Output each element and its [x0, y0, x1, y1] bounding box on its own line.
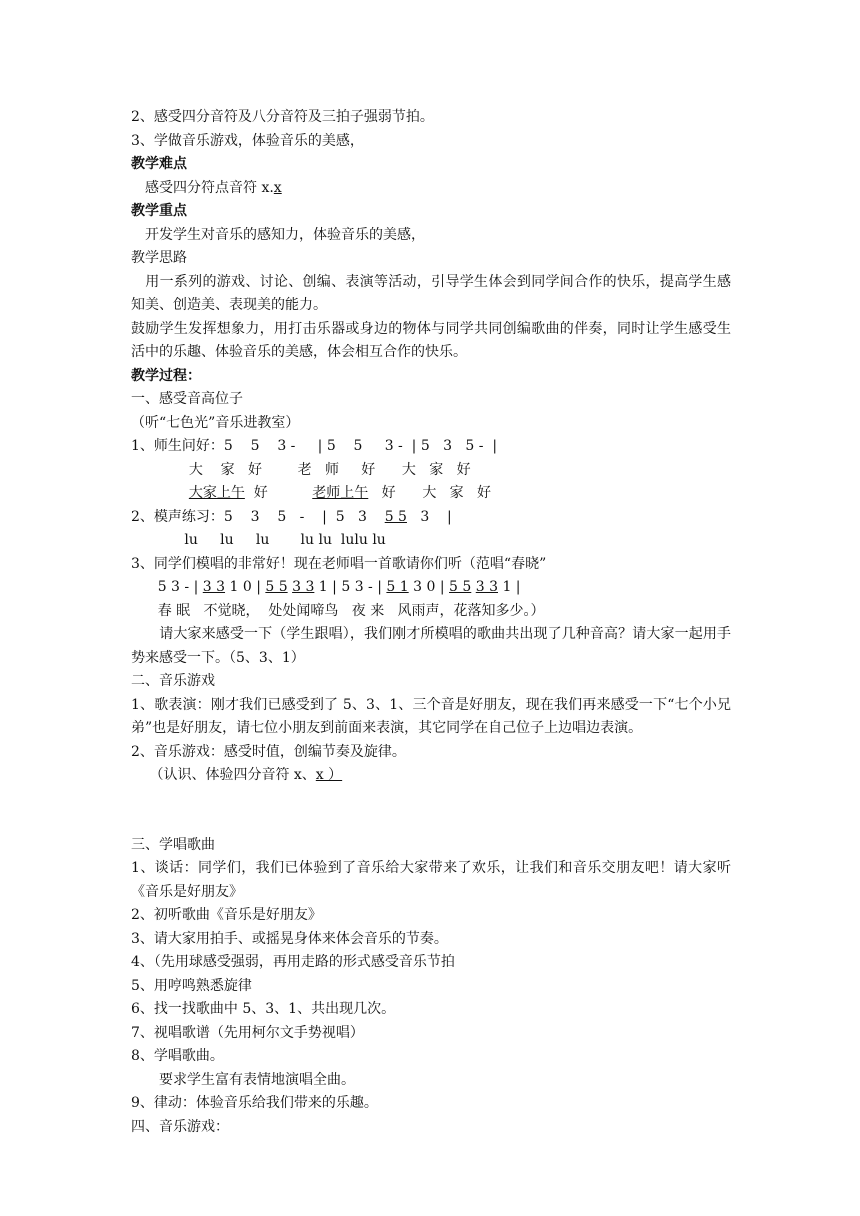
section-heading-focus: 教学重点 [131, 203, 187, 219]
lyrics-line: 大 家 好 老 师 好 大 家 好 [131, 461, 471, 478]
text-line: 开发学生对音乐的感知力，体验音乐的美感， [131, 226, 425, 243]
section-heading-approach: 教学思路 [131, 250, 187, 266]
text-line: （听“七色光”音乐进教室） [131, 414, 300, 431]
lesson-plan-body [131, 106, 731, 1139]
paragraph: 鼓励学生发挥想象力，用打击乐器或身边的物体与同学共同创编歌曲的伴奏，同时让学生感受生活中的乐趣、体验音乐的美感，体会相互合作的快乐。 [131, 320, 731, 360]
text-line: 3、学做音乐游戏，体验音乐的美感， [131, 132, 364, 149]
lyrics-line: lu lu lu lu lu lulu lu [131, 532, 386, 548]
paragraph: 请大家来感受一下（学生跟唱），我们刚才所模唱的歌曲共出现了几种音高？请大家一起用手势来感受一下。（5、3、1） [131, 626, 731, 666]
notation-line: 5 3 - | 3 3 1 0 | 5 5 3 3 1 | 5 3 - | 5 1 3 0 | 5 5 3 3 1 | [131, 579, 521, 595]
notation-line: 1、师生问好：5 5 3 - | 5 5 3 - | 5 3 5 - | [131, 438, 498, 454]
text-line: 要求学生富有表情地演唱全曲。 [131, 1071, 355, 1088]
text-line: 3、同学们模唱的非常好！现在老师唱一首歌请你们听（范唱“春晓” [131, 555, 547, 572]
lyrics-line: 春 眠 不觉晓， 处处闻啼鸟 夜 来 风雨声，花落知多少。） [131, 602, 545, 619]
text-line: 3、请大家用拍手、或摇晃身体来体会音乐的节奏。 [131, 930, 448, 947]
paragraph: 1、歌表演：刚才我们已感受到了 5、3、1、三个音是好朋友，现在我们再来感受一下“七个小兄弟”也是好朋友，请七位小朋友到前面来表演，其它同学在自己位子上边唱边表演。 [131, 696, 731, 736]
subsection-heading: 四、音乐游戏： [131, 1118, 229, 1135]
subsection-heading: 一、感受音高位子 [131, 391, 243, 407]
lyrics-line: 大家上午 好 老师上午 好 大 家 好 [188, 485, 492, 501]
subsection-heading: 三、学唱歌曲 [131, 836, 215, 853]
text-line: 2、音乐游戏：感受时值，创编节奏及旋律。 [131, 743, 406, 760]
text-line: 4、（先用球感受强弱，再用走路的形式感受音乐节拍 [131, 954, 455, 970]
text-line: 9、律动：体验音乐给我们带来的乐趣。 [131, 1095, 378, 1111]
text-line: 2、感受四分音符及八分音符及三拍子强弱节拍。 [131, 109, 434, 125]
paragraph: 1、谈话：同学们，我们已体验到了音乐给大家带来了欢乐，让我们和音乐交朋友吧！请大家听《音乐是好朋友》 [131, 860, 731, 900]
spacer [131, 788, 731, 834]
text-line: （认识、体验四分音符 x、x ） [131, 767, 343, 783]
text-line: 感受四分符点音符 x.x [131, 179, 282, 196]
text-line: 8、学唱歌曲。 [131, 1048, 224, 1064]
subsection-heading: 二、音乐游戏 [131, 673, 215, 689]
text-line: 6、找一找歌曲中 5、3、1、共出现几次。 [131, 1001, 396, 1017]
paragraph: 用一系列的游戏、讨论、创编、表演等活动，引导学生体会到同学间合作的快乐，提高学生感知美、创造美、表现美的能力。 [131, 273, 731, 313]
section-heading-difficulty: 教学难点 [131, 156, 187, 172]
section-heading-process: 教学过程： [131, 367, 201, 384]
notation-line: 2、模声练习：5 3 5 - | 5 3 5 5 3 | [131, 508, 452, 525]
text-line: 7、视唱歌谱（先用柯尔文手势视唱） [131, 1024, 364, 1041]
text-line: 2、初听歌曲《音乐是好朋友》 [131, 907, 322, 923]
text-line: 5、用哼鸣熟悉旋律 [131, 977, 252, 994]
